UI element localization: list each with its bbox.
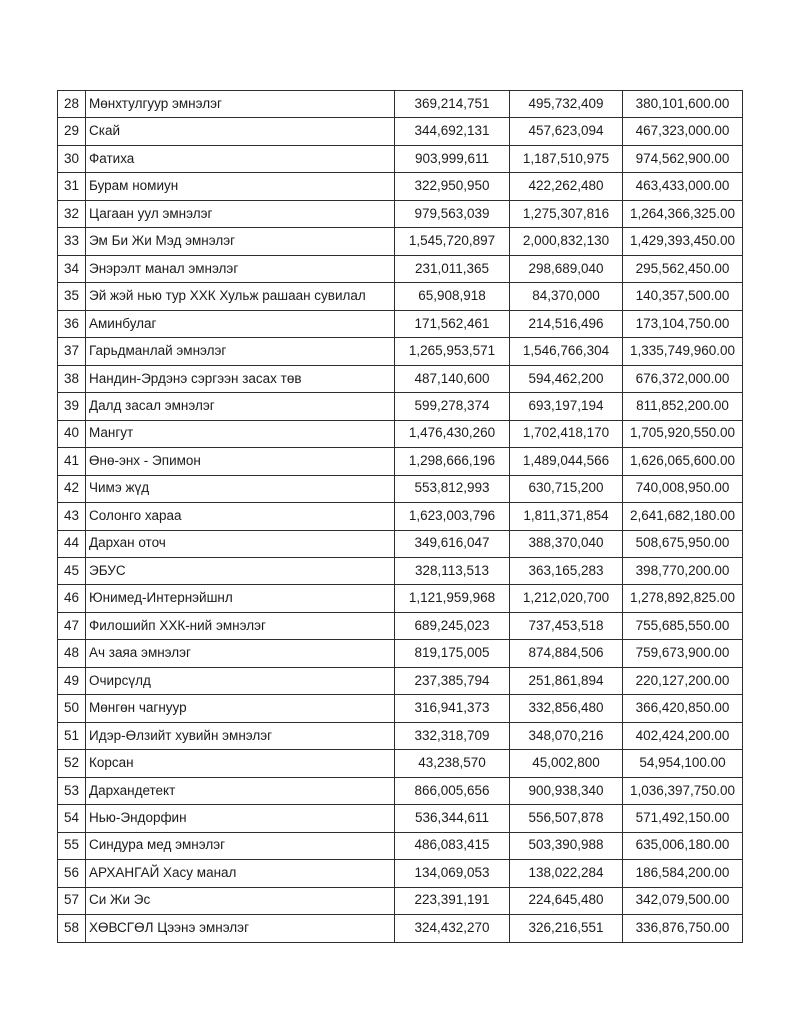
organization-name-cell: Энэрэлт манал эмнэлэг (86, 255, 395, 282)
amount-cell: 214,516,496 (510, 310, 623, 337)
amount-cell: 693,197,194 (510, 393, 623, 420)
table-row (58, 860, 743, 887)
organization-name-cell: Ач заяа эмнэлэг (86, 640, 395, 667)
row-number-cell: 52 (58, 750, 86, 777)
amount-cell: 755,685,550.00 (623, 612, 743, 639)
table-row (58, 750, 743, 777)
amount-cell: 186,584,200.00 (623, 860, 743, 887)
row-number-cell: 56 (58, 860, 86, 887)
amount-cell: 295,562,450.00 (623, 255, 743, 282)
amount-cell: 1,623,003,796 (395, 503, 510, 530)
amount-cell: 369,214,751 (395, 91, 510, 118)
amount-cell: 463,433,000.00 (623, 173, 743, 200)
row-number-cell: 44 (58, 530, 86, 557)
table-row (58, 118, 743, 145)
row-number-cell: 54 (58, 805, 86, 832)
amount-cell: 332,856,480 (510, 695, 623, 722)
amount-cell: 1,187,510,975 (510, 145, 623, 172)
amount-cell: 231,011,365 (395, 255, 510, 282)
row-number-cell: 55 (58, 832, 86, 859)
table-row (58, 777, 743, 804)
organization-name-cell: Эм Би Жи Мэд эмнэлэг (86, 228, 395, 255)
amount-cell: 1,546,766,304 (510, 338, 623, 365)
organization-name-cell: Очирсүлд (86, 667, 395, 694)
amount-cell: 874,884,506 (510, 640, 623, 667)
amount-cell: 1,335,749,960.00 (623, 338, 743, 365)
amount-cell: 759,673,900.00 (623, 640, 743, 667)
organization-name-cell: Бурам номиун (86, 173, 395, 200)
amount-cell: 594,462,200 (510, 365, 623, 392)
table-row (58, 585, 743, 612)
organization-name-cell: Аминбулаг (86, 310, 395, 337)
table-row (58, 887, 743, 914)
amount-cell: 251,861,894 (510, 667, 623, 694)
amount-cell: 45,002,800 (510, 750, 623, 777)
organization-name-cell: Филошийп ХХК-ний эмнэлэг (86, 612, 395, 639)
amount-cell: 316,941,373 (395, 695, 510, 722)
row-number-cell: 53 (58, 777, 86, 804)
organization-name-cell: Гарьдманлай эмнэлэг (86, 338, 395, 365)
amount-cell: 398,770,200.00 (623, 557, 743, 584)
amount-cell: 220,127,200.00 (623, 667, 743, 694)
organization-name-cell: Синдура мед эмнэлэг (86, 832, 395, 859)
table-row (58, 915, 743, 943)
table-row (58, 530, 743, 557)
organization-name-cell: Дархан оточ (86, 530, 395, 557)
amount-cell: 237,385,794 (395, 667, 510, 694)
amount-cell: 402,424,200.00 (623, 722, 743, 749)
amount-cell: 1,265,953,571 (395, 338, 510, 365)
row-number-cell: 58 (58, 915, 86, 943)
organization-name-cell: Өнө-энх - Эпимон (86, 448, 395, 475)
amount-cell: 979,563,039 (395, 200, 510, 227)
organization-name-cell: Корсан (86, 750, 395, 777)
amount-cell: 1,298,666,196 (395, 448, 510, 475)
row-number-cell: 30 (58, 145, 86, 172)
amount-cell: 1,702,418,170 (510, 420, 623, 447)
row-number-cell: 40 (58, 420, 86, 447)
row-number-cell: 46 (58, 585, 86, 612)
amount-cell: 422,262,480 (510, 173, 623, 200)
table-row (58, 557, 743, 584)
table-row (58, 832, 743, 859)
amount-cell: 819,175,005 (395, 640, 510, 667)
amount-cell: 1,429,393,450.00 (623, 228, 743, 255)
amount-cell: 171,562,461 (395, 310, 510, 337)
amount-cell: 1,811,371,854 (510, 503, 623, 530)
table-row (58, 420, 743, 447)
table-row (58, 805, 743, 832)
amount-cell: 65,908,918 (395, 283, 510, 310)
amount-cell: 1,275,307,816 (510, 200, 623, 227)
row-number-cell: 38 (58, 365, 86, 392)
amount-cell: 676,372,000.00 (623, 365, 743, 392)
row-number-cell: 39 (58, 393, 86, 420)
organization-name-cell: Цагаан уул эмнэлэг (86, 200, 395, 227)
amount-cell: 599,278,374 (395, 393, 510, 420)
amount-cell: 2,000,832,130 (510, 228, 623, 255)
organization-name-cell: Скай (86, 118, 395, 145)
table-row (58, 667, 743, 694)
table-row (58, 365, 743, 392)
row-number-cell: 37 (58, 338, 86, 365)
organization-name-cell: Мөнхтулгуур эмнэлэг (86, 91, 395, 118)
amount-cell: 1,476,430,260 (395, 420, 510, 447)
amount-cell: 322,950,950 (395, 173, 510, 200)
amount-cell: 1,626,065,600.00 (623, 448, 743, 475)
row-number-cell: 29 (58, 118, 86, 145)
organization-name-cell: Мөнгөн чагнуур (86, 695, 395, 722)
organization-name-cell: Чимэ жүд (86, 475, 395, 502)
amount-cell: 328,113,513 (395, 557, 510, 584)
amount-cell: 138,022,284 (510, 860, 623, 887)
table-row (58, 145, 743, 172)
row-number-cell: 36 (58, 310, 86, 337)
row-number-cell: 43 (58, 503, 86, 530)
amount-cell: 2,641,682,180.00 (623, 503, 743, 530)
amount-cell: 326,216,551 (510, 915, 623, 943)
table-row (58, 695, 743, 722)
row-number-cell: 42 (58, 475, 86, 502)
row-number-cell: 48 (58, 640, 86, 667)
amount-cell: 486,083,415 (395, 832, 510, 859)
amount-cell: 342,079,500.00 (623, 887, 743, 914)
financial-table-body (58, 91, 743, 943)
amount-cell: 1,212,020,700 (510, 585, 623, 612)
organization-name-cell: Эй жэй нью тур ХХК Хульж рашаан сувилал (86, 283, 395, 310)
row-number-cell: 49 (58, 667, 86, 694)
organization-name-cell: ХӨВСГӨЛ Цээнэ эмнэлэг (86, 915, 395, 943)
amount-cell: 332,318,709 (395, 722, 510, 749)
table-row (58, 503, 743, 530)
amount-cell: 388,370,040 (510, 530, 623, 557)
row-number-cell: 31 (58, 173, 86, 200)
amount-cell: 173,104,750.00 (623, 310, 743, 337)
amount-cell: 740,008,950.00 (623, 475, 743, 502)
organization-name-cell: Дархандетект (86, 777, 395, 804)
organization-name-cell: Си Жи Эс (86, 887, 395, 914)
organization-name-cell: Юнимед-Интернэйшнл (86, 585, 395, 612)
table-row (58, 310, 743, 337)
amount-cell: 457,623,094 (510, 118, 623, 145)
amount-cell: 1,121,959,968 (395, 585, 510, 612)
amount-cell: 866,005,656 (395, 777, 510, 804)
financial-table (57, 90, 743, 943)
amount-cell: 324,432,270 (395, 915, 510, 943)
amount-cell: 1,705,920,550.00 (623, 420, 743, 447)
organization-name-cell: Нью-Эндорфин (86, 805, 395, 832)
table-row (58, 393, 743, 420)
organization-name-cell: ЭБУС (86, 557, 395, 584)
row-number-cell: 47 (58, 612, 86, 639)
row-number-cell: 34 (58, 255, 86, 282)
row-number-cell: 45 (58, 557, 86, 584)
amount-cell: 556,507,878 (510, 805, 623, 832)
table-row (58, 640, 743, 667)
amount-cell: 630,715,200 (510, 475, 623, 502)
amount-cell: 344,692,131 (395, 118, 510, 145)
organization-name-cell: Далд засал эмнэлэг (86, 393, 395, 420)
amount-cell: 336,876,750.00 (623, 915, 743, 943)
amount-cell: 54,954,100.00 (623, 750, 743, 777)
amount-cell: 737,453,518 (510, 612, 623, 639)
amount-cell: 487,140,600 (395, 365, 510, 392)
row-number-cell: 33 (58, 228, 86, 255)
organization-name-cell: АРХАНГАЙ Хасу манал (86, 860, 395, 887)
amount-cell: 508,675,950.00 (623, 530, 743, 557)
table-row (58, 173, 743, 200)
amount-cell: 134,069,053 (395, 860, 510, 887)
amount-cell: 503,390,988 (510, 832, 623, 859)
row-number-cell: 57 (58, 887, 86, 914)
amount-cell: 298,689,040 (510, 255, 623, 282)
amount-cell: 467,323,000.00 (623, 118, 743, 145)
row-number-cell: 51 (58, 722, 86, 749)
amount-cell: 900,938,340 (510, 777, 623, 804)
table-row (58, 255, 743, 282)
amount-cell: 536,344,611 (395, 805, 510, 832)
row-number-cell: 41 (58, 448, 86, 475)
amount-cell: 1,545,720,897 (395, 228, 510, 255)
organization-name-cell: Нандин-Эрдэнэ сэргээн засах төв (86, 365, 395, 392)
row-number-cell: 32 (58, 200, 86, 227)
amount-cell: 366,420,850.00 (623, 695, 743, 722)
amount-cell: 140,357,500.00 (623, 283, 743, 310)
amount-cell: 553,812,993 (395, 475, 510, 502)
amount-cell: 1,036,397,750.00 (623, 777, 743, 804)
table-row (58, 91, 743, 118)
organization-name-cell: Мангут (86, 420, 395, 447)
amount-cell: 223,391,191 (395, 887, 510, 914)
amount-cell: 84,370,000 (510, 283, 623, 310)
amount-cell: 635,006,180.00 (623, 832, 743, 859)
amount-cell: 974,562,900.00 (623, 145, 743, 172)
amount-cell: 1,278,892,825.00 (623, 585, 743, 612)
amount-cell: 363,165,283 (510, 557, 623, 584)
amount-cell: 689,245,023 (395, 612, 510, 639)
amount-cell: 43,238,570 (395, 750, 510, 777)
table-row (58, 200, 743, 227)
table-row (58, 338, 743, 365)
table-row (58, 283, 743, 310)
amount-cell: 495,732,409 (510, 91, 623, 118)
row-number-cell: 50 (58, 695, 86, 722)
amount-cell: 349,616,047 (395, 530, 510, 557)
table-row (58, 448, 743, 475)
amount-cell: 224,645,480 (510, 887, 623, 914)
table-row (58, 612, 743, 639)
organization-name-cell: Фатиха (86, 145, 395, 172)
row-number-cell: 28 (58, 91, 86, 118)
amount-cell: 571,492,150.00 (623, 805, 743, 832)
amount-cell: 1,264,366,325.00 (623, 200, 743, 227)
table-row (58, 475, 743, 502)
table-row (58, 722, 743, 749)
table-row (58, 228, 743, 255)
amount-cell: 380,101,600.00 (623, 91, 743, 118)
organization-name-cell: Идэр-Өлзийт хувийн эмнэлэг (86, 722, 395, 749)
amount-cell: 903,999,611 (395, 145, 510, 172)
amount-cell: 348,070,216 (510, 722, 623, 749)
amount-cell: 1,489,044,566 (510, 448, 623, 475)
row-number-cell: 35 (58, 283, 86, 310)
amount-cell: 811,852,200.00 (623, 393, 743, 420)
organization-name-cell: Солонго хараа (86, 503, 395, 530)
